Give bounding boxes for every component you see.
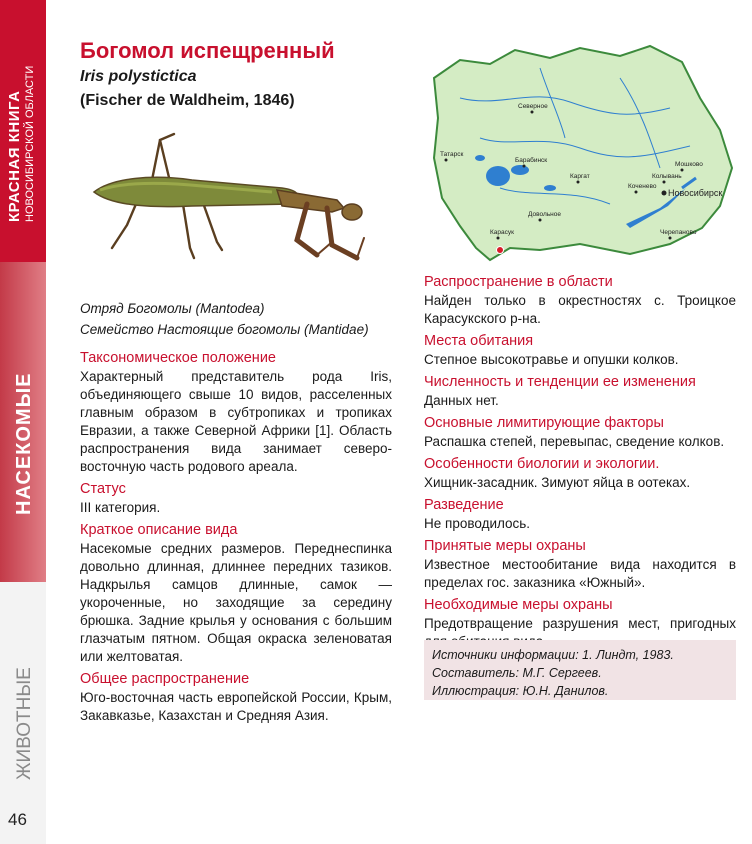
section-heading-description: Краткое описание вида xyxy=(80,522,238,538)
sidebar xyxy=(0,0,46,844)
region-map xyxy=(420,38,736,266)
author-citation: (Fischer de Waldheim, 1846) xyxy=(80,92,295,109)
section-heading-range: Общее распространение xyxy=(80,671,250,687)
town-kochenevo: Коченево xyxy=(628,183,657,190)
section-text-taxonomy: Характерный представитель рода Iris, объединяющего свыше 10 видов, расселенных главным образом в субтропиках и тропиках Евразии, а также Северной Африки [1]. Область распространения вида занимает северо-восточную часть родового ареала. xyxy=(80,369,392,474)
town-karasuk: Карасук xyxy=(490,229,514,236)
left-column xyxy=(80,348,392,728)
town-dovolnoe: Довольное xyxy=(528,211,561,218)
section-text-description: Насекомые средних размеров. Переднеспинка довольно длинная, длиннее передних тазиков. Надкрылья самцов длинные, самок — укороченные, но заходящие за середину брюшка. Задние крылья у основания с большим глазчатым пятном. Общая окраска зеленоватая или желтоватая. xyxy=(80,541,392,664)
section-text-range: Юго-восточная часть европейской России, Крым, Закавказье, Казахстан и Средняя Азия. xyxy=(80,690,392,723)
section-heading-taxonomy: Таксономическое положение xyxy=(80,350,276,366)
section-text-status: III категория. xyxy=(80,500,161,515)
section-heading-habitat: Места обитания xyxy=(424,333,534,349)
town-novosibirsk: Новосибирск xyxy=(668,188,723,198)
section-text-breeding: Не проводилось. xyxy=(424,516,531,531)
family-line: Семейство Настоящие богомолы (Mantidae) xyxy=(80,322,369,337)
section-text-habitat: Степное высокотравье и опушки колков. xyxy=(424,352,679,367)
mantis-illustration xyxy=(82,130,382,275)
taxonomy-lines xyxy=(80,298,369,340)
page-number: 46 xyxy=(8,810,27,829)
sources-illustration: Иллюстрация: Ю.Н. Данилов. xyxy=(432,684,609,698)
section-text-regional-range: Найден только в окрестностях с. Троицкое Карасукского р-на. xyxy=(424,293,736,326)
section-heading-breeding: Разведение xyxy=(424,497,504,513)
section-heading-abundance: Численность и тенденции ее изменения xyxy=(424,374,696,390)
section-text-biology: Хищник-засадник. Зимуют яйца в оотеках. xyxy=(424,475,691,490)
sources-info: Источники информации: 1. Линдт, 1983. xyxy=(432,648,674,662)
section-text-measures-needed: Предотвращение разрушения мест, пригодных xyxy=(424,616,736,631)
find-location-marker xyxy=(497,247,504,254)
town-tatarsk: Татарск xyxy=(440,151,464,158)
species-title: Богомол испещренный xyxy=(80,38,335,63)
sources-box xyxy=(424,640,736,700)
section-heading-measures-needed: Необходимые меры охраны xyxy=(424,597,613,613)
town-cherepanovo: Черепаново xyxy=(660,229,697,236)
section-heading-measures-taken: Принятые меры охраны xyxy=(424,538,586,554)
section-text-abundance: Данных нет. xyxy=(424,393,499,408)
category-label: ЖИВОТНЫЕ xyxy=(14,667,35,780)
town-kargat: Каргат xyxy=(570,173,590,180)
section-heading-regional-range: Распространение в области xyxy=(424,274,613,290)
book-title: КРАСНАЯ КНИГА xyxy=(6,90,23,222)
sources-compiler: Составитель: М.Г. Сергеев. xyxy=(432,666,602,680)
town-severnoe: Северное xyxy=(518,103,548,110)
order-line: Отряд Богомолы (Mantodea) xyxy=(80,301,265,316)
latin-name: Iris polystictica xyxy=(80,68,197,85)
section-heading-status: Статус xyxy=(80,481,126,497)
section-label: НАСЕКОМЫЕ xyxy=(13,372,35,515)
right-column xyxy=(424,272,736,654)
town-moshkovo: Мошково xyxy=(675,161,703,168)
section-heading-biology: Особенности биологии и экологии. xyxy=(424,456,660,472)
section-text-measures-taken: Известное местообитание вида находится в пределах гос. заказника «Южный». xyxy=(424,557,736,590)
town-barabinsk: Барабинск xyxy=(515,157,548,164)
book-region: НОВОСИБИРСКОЙ ОБЛАСТИ xyxy=(24,65,36,222)
section-text-limiting-factors: Распашка степей, перевыпас, сведение колков. xyxy=(424,434,725,449)
region-outline xyxy=(434,46,732,260)
section-heading-limiting-factors: Основные лимитирующие факторы xyxy=(424,415,664,431)
town-kolyvan: Колывань xyxy=(652,173,682,180)
